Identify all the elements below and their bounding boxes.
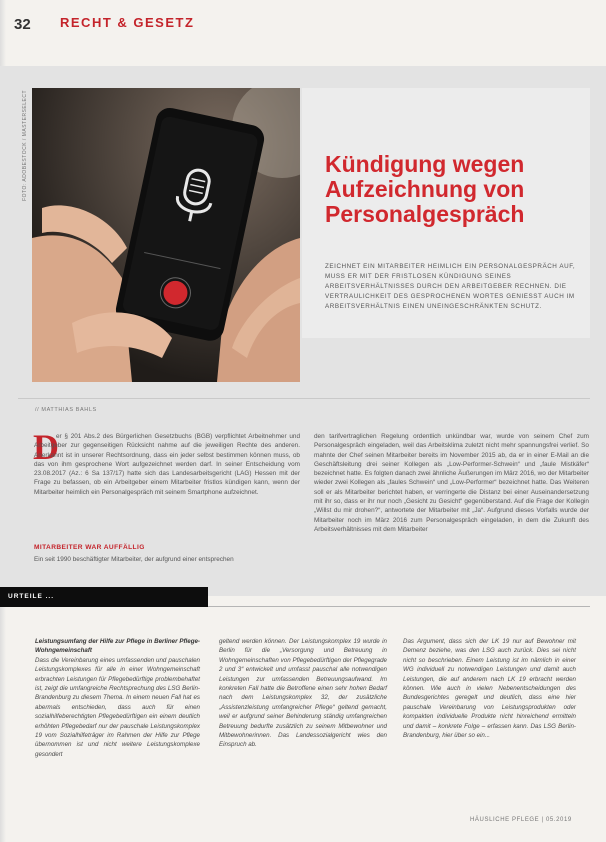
article-lead: ZEICHNET EIN MITARBEITER HEIMLICH EIN PERSONALGESPRÄCH AUF, MUSS ER MIT DER FRISTLOSEN KÜNDIGUNG SEINES ARBEITSVERHÄLTNISSES DURCH DEN ARBEITGEBER RECHNEN. DIE VERTRAULICHKEIT DES GESPROCHENEN WORTES GENIESST AUCH IM ARBEITSVERHÄLTNIS EINEN UNEINGESCHRÄNKTEN SCHUTZ. <box>325 263 576 310</box>
article-column-1 <box>33 427 300 497</box>
section-title: RECHT & GESETZ <box>60 15 195 30</box>
smartphone-recording-illustration <box>32 88 300 382</box>
urteile-label: URTEILE ... <box>8 593 55 600</box>
paragraph-2: Ein seit 1990 beschäftigter Mitarbeiter, der aufgrund einer entsprechen <box>34 556 234 563</box>
urteile-column-2: geltend werden können. Der Leistungskomplex 19 wurde in Berlin für die „Versorgung und Betreuung in Wohngemeinschaften von Pflegebedürftigen der Pflegegrade 2 und 3“ entwickelt und umfasst pauschal alle notwendigen Leistungen zur umfassenden Betreuungsaufwand. Im konkreten Fall hatte die Betroffene einen sehr hohen Bedarf nach dem Leistungskomplex 32, der zusätzliche „Assistenzleistung umfangreicher Pflege“ geltend gemacht, weil er aufgrund seiner Behinderung ständig umfangreichen Betreuung bedurfte zusätzlich zu seinem Mitbewohner und Mitbewohnerinnen. Das Landessozialgericht wies den Einspruch ab. <box>219 638 387 749</box>
urteile-column-3: Das Argument, dass sich der LK 19 nur auf Bewohner mit Demenz beziehe, was den LSG auch zurück. Dies sei nicht nicht so beschrieben. Einem Leistung ist im nämlich in einer WG individuell zu notwendigen Leistungen und damit auch Leistungen, die auf anderem nach LK 19 erbracht werden können. Wie auch in vielen Nebenentscheidungen des Bundesgerichtes geregelt und deutlich, dass eine hier pauschale Vereinbarung von Leistungsprodukten oder kompakten individuelle Produkte nicht hinreichend ermitteln und damit – konkrete Folge – erfassen kann. Das LSG Berlin-Brandenburg, hier über so ein... <box>403 638 576 740</box>
page-number: 32 <box>14 16 31 33</box>
paragraph-1: er § 201 Abs.2 des Bürgerlichen Gesetzbuchs (BGB) verpflichtet Arbeitnehmer und Arbeitgeber zur gegenseitigen Rücksicht nahme auf die jeweiligen Rechte des anderen. Anerkannt ist in unserer Rechtsordnung, dass ein jeder selbst bestimmen können muss, ob das von ihm gesprochene Wort aufgezeichnet werden darf. In seiner Entscheidung vom 23.08.2017 (Az.: 6 Sa 137/17) hatte sich das Landesarbeitsgericht (LAG) Hessen mit der Frage zu befassen, ob ein Arbeitgeber einem Mitarbeiter fristlos kündigen kann, wenn der Mitarbeiter heimlich ein Personalgespräch mit seinem Smartphone aufzeichnet. <box>34 433 300 496</box>
title-line-2: Aufzeichnung von <box>325 176 525 202</box>
urteile-heading: Leistungsumfang der Hilfe zur Pflege in Berliner Pflege-Wohngemeinschaft <box>35 638 200 655</box>
article-column-2: den tarifvertraglichen Regelung ordentlich unkündbar war, wurde von seinem Chef zum Personalgespräch eingeladen, weil das Arbeitsklima zuletzt nicht mehr spannungsfrei verlief. So mahnte der Chef seinen Mitarbeiter bereits im November 2015 ab, da er in einer E-Mail an die Geschäftsleitung drei seiner Kollegen als „Low-Performer-Schwein“ und „faule Mistkäfer“ bezeichnet hatte. Es folgten danach zwei ähnliche Äußerungen im März 2016, wo der Mitarbeiter wieder zwei Kollegen als „faules Schwein“ und „Low-Performer“ bezeichnet hatte. Das Weiteren soll er als Mitarbeiter berichtet haben, er verringerte die Distanz bei einer Auseinandersetzung mit ihr so, dass er ihr nur noch „Gesicht zu Gesicht“ gegenüberstand. Auf die Frage der Kollegin „Willst du mir drohen?“, antwortete der Mitarbeiter mit „Ja“. Aufgrund dieses Vorfalls wurde der Mitarbeiter noch im März 2016 zum Personalgespräch eingeladen, in dem die Zukunft des Arbeitsverhältnisses mit dem Mitarbeiter <box>314 433 589 533</box>
article-title <box>325 152 595 227</box>
title-line-3: Personalgespräch <box>325 201 525 227</box>
page-footer: HÄUSLICHE PFLEGE | 05.2019 <box>470 817 572 823</box>
title-line-1: Kündigung wegen <box>325 151 525 177</box>
urteile-column-1 <box>35 637 200 759</box>
article-photo <box>32 88 300 382</box>
dropcap: D <box>33 427 59 467</box>
article-author: // MATTHIAS BAHLS <box>35 407 97 413</box>
article-subhead: MITARBEITER WAR AUFFÄLLIG <box>34 544 145 551</box>
photo-credit: FOTO: ADOBESTOCK / MASTERSELECT <box>22 90 28 201</box>
urteile-divider <box>208 606 590 607</box>
author-divider <box>18 398 590 399</box>
urteile-text-1: Dass die Vereinbarung eines umfassenden und pauschalen Leistungskomplexes für alle in einer Wohngemeinschaft erbrachten Leistungen für Pflegebedürftige problembehaftet ist, zeigt die umfangreiche Rechtsprechung des LSG Berlin-Brandenburg zu diesem Thema. In einem neuen Fall hat es abermals entschieden, dass auch für einen sozialhilfeberechtigten Pflegebedürftigen ein einem deutlich erhöhten Pflegebedarf nur der pauschale Leistungskomplex 19 vom Sozialhilfeträger im Rahmen der Hilfe zur Pflege übernommen ist und nicht weitere Leistungskomplexe gesondert <box>35 656 200 758</box>
